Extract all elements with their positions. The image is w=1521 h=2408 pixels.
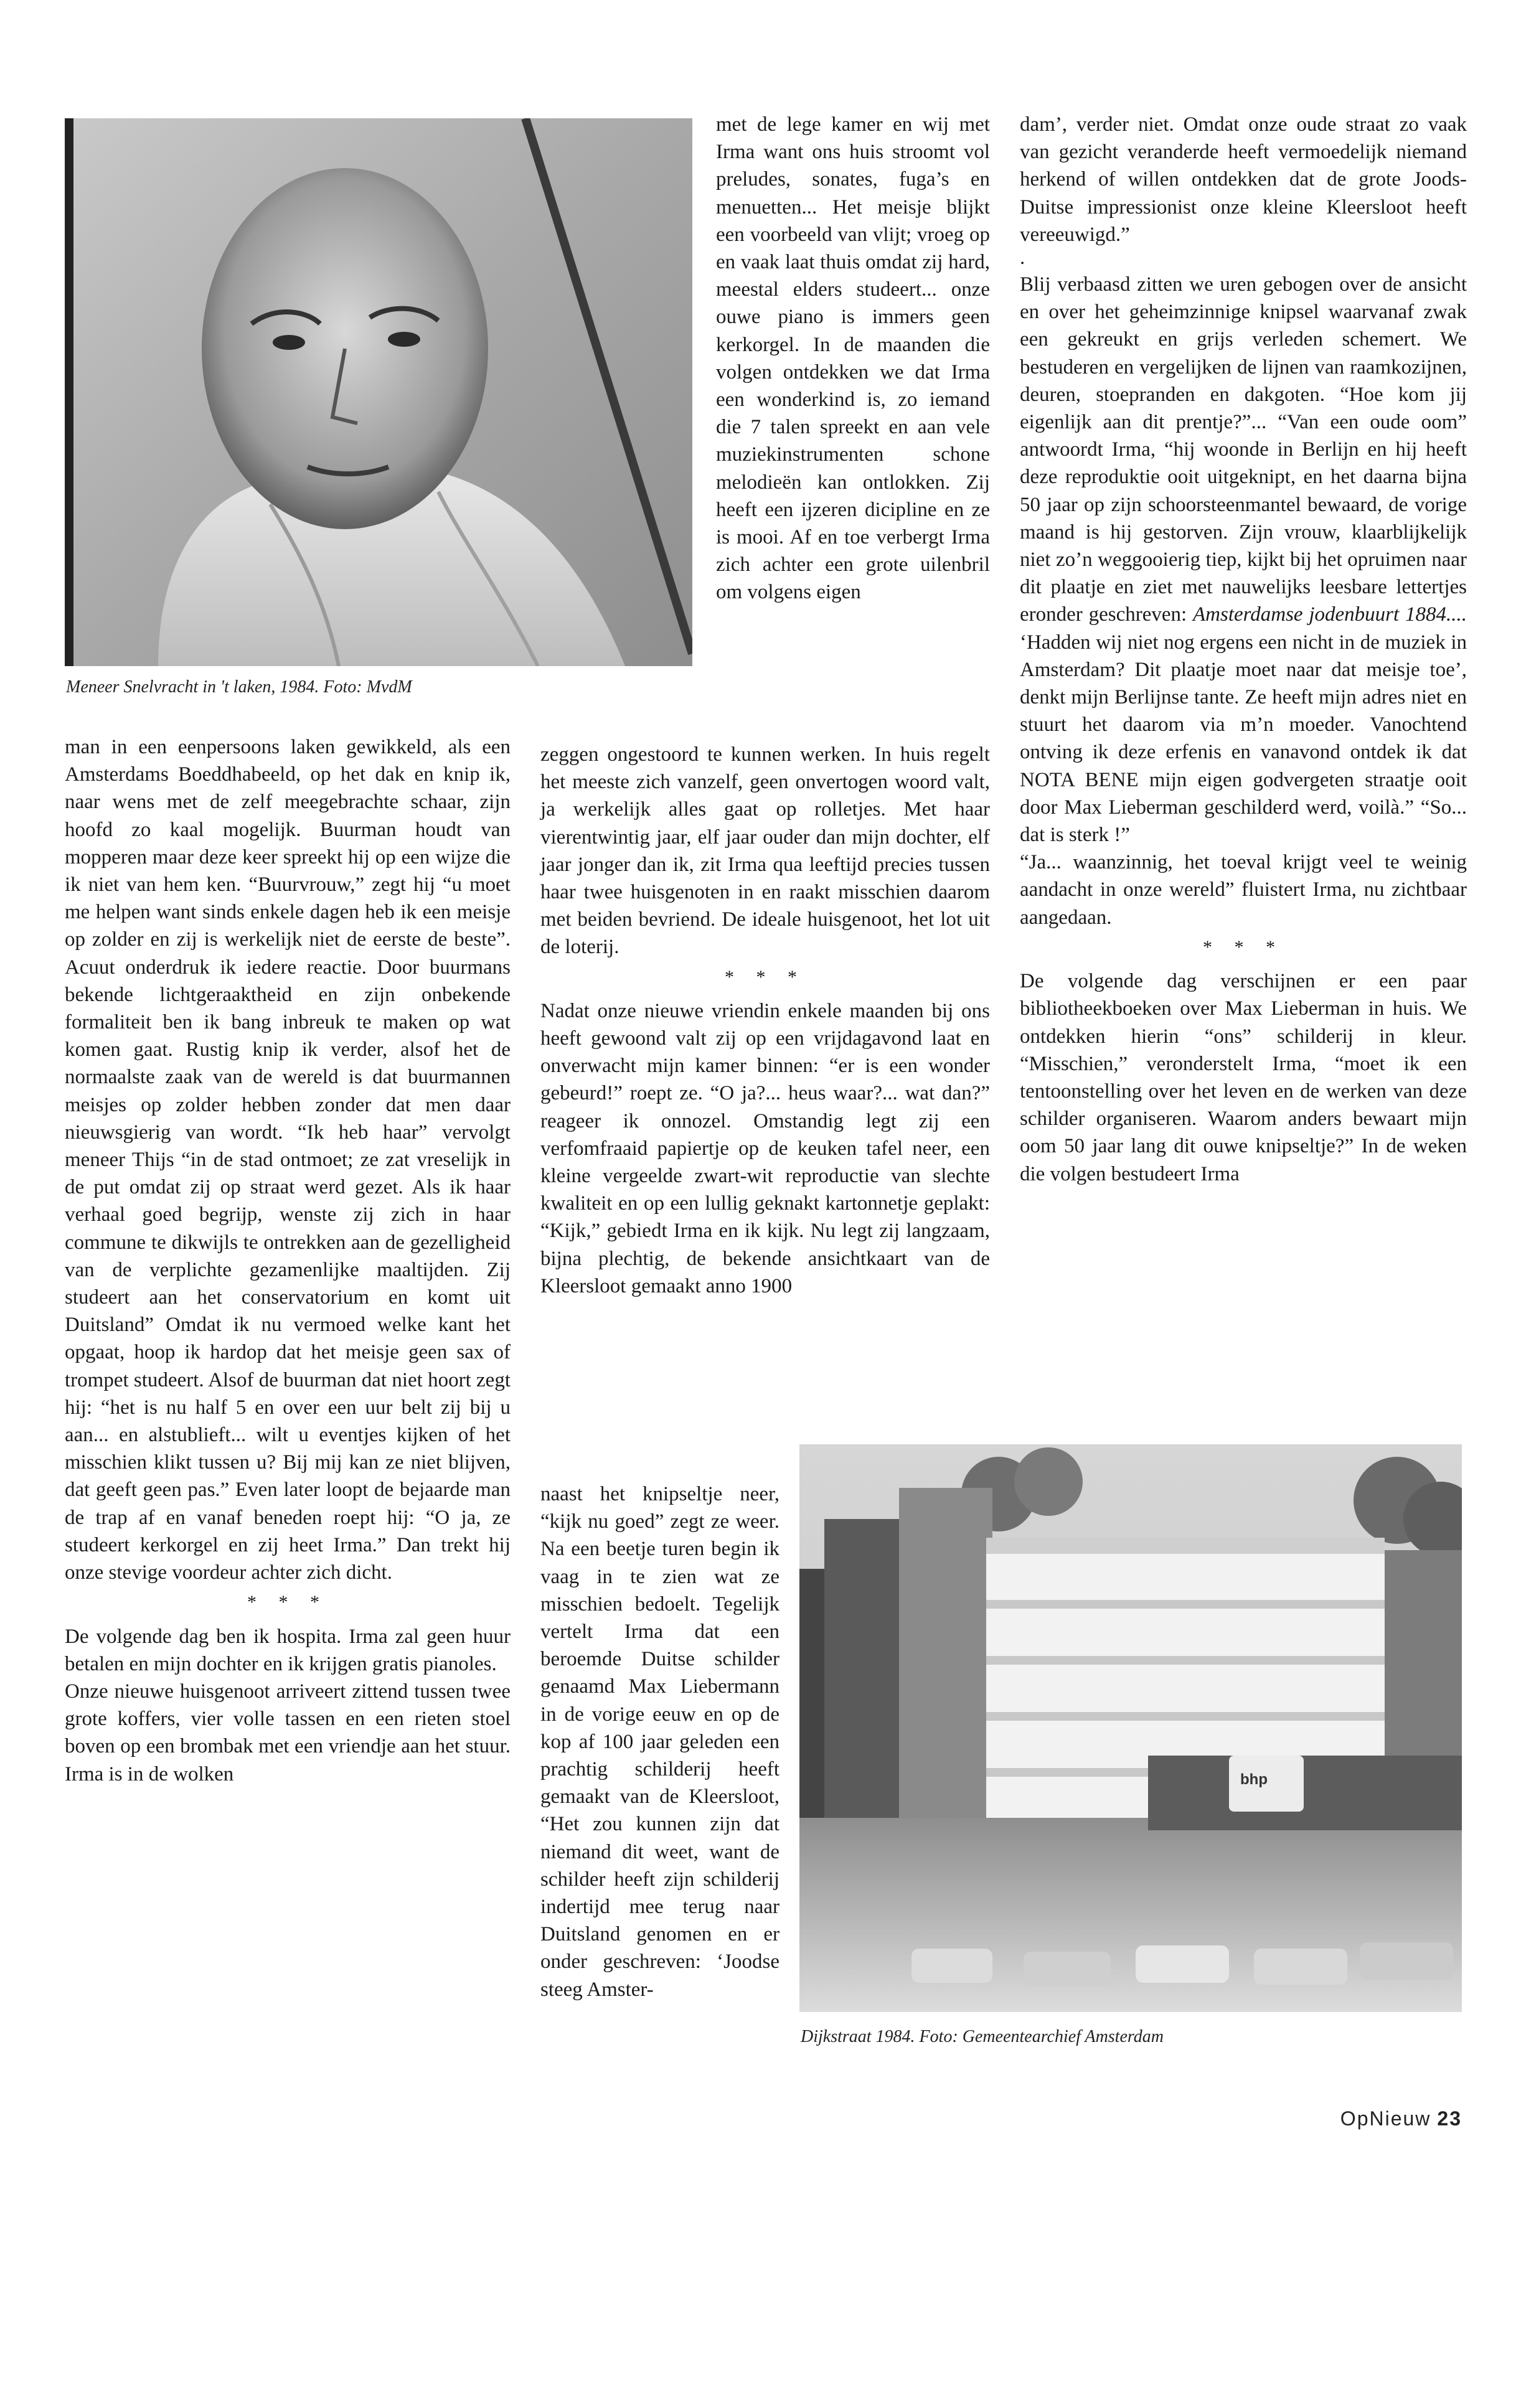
portrait-photo-image: [65, 118, 692, 666]
col3-dot: .: [1020, 247, 1025, 270]
col3-paragraph-2-a: Blij verbaasd zitten we uren gebogen over de ansicht en over het geheimzinnige knipsel waarvanaf zwak een gekreukt en grijs verleden schemert. We bestuderen en vergelijken de lijnen van raamkozijnen, deuren, stoepranden en dakgoten. “Hoe kom jij eigenlijk aan dit prentje?”... “Van een oude oom” antwoordt Irma, “hij woonde in Berlijn en hij heeft deze reproduktie ooit uitgeknipt, en het daarna bijna 50 jaar op zijn schoorsteenmantel bewaard, de vorige maand is hij gestorven. Zijn vrouw, klaarblijkelijk niet zo’n weggooierig tiep, kijkt bij het opruimen naar dit plaatje en ziet met nauwelijks leesbare lettertjes eronder geschreven:: [1020, 273, 1467, 626]
column-2-narrow: [716, 111, 990, 606]
col2-paragraph-1: met de lege kamer en wij met Irma want ons huis stroomt vol preludes, sonates, fuga’s en menuetten... Het meisje blijkt een voorbeeld van vlijt; vroeg op en vaak laat thuis omdat zij hard, meestal elders studeert... onze ouwe piano is immers geen kerkorgel. In de maanden die volgen ontdekken we dat Irma een wonderkind is, zo iemand die 7 talen spreekt en aan vele muziekinstrumenten schone melodieën kan ontlokken. Zij heeft een ijzeren dicipline en ze is mooi. Af en toe verbergt Irma zich achter een grote uilenbril om volgens eigen: [716, 113, 990, 604]
col2-paragraph-4: naast het knipseltje neer, “kijk nu goed” zegt ze weer. Na een beetje turen begin ik vaag in te zien wat ze misschien bedoelt. Tegelijk vertelt Irma dat een beroemde Duitse schilder genaamd Max Liebermann in de vorige eeuw en op de kop af 100 jaar geleden een prachtig schilderij heeft gemaakt van de Kleersloot, “Het zou kunnen zijn dat niemand dit weet, want de schilder heeft zijn schilderij indertijd mee terug naar Duitsland genomen en er onder geschreven: ‘Joodse steeg Amster-: [540, 1483, 779, 2001]
column-3: [1020, 111, 1467, 1188]
street-photo-scene: [799, 1444, 1462, 2012]
col1-paragraph-1: man in een eenpersoons laken gewikkeld, als een Amsterdams Boeddhabeeld, op het dak en knip ik, naar wens met de zelf meegebrachte schaar, zijn hoofd zo kaal mogelijk. Buurman houdt van mopperen maar deze keer spreekt hij op een wijze die ik niet van hem ken. “Buurvrouw,” zegt hij “u moet me helpen want sinds enkele dagen heb ik een meisje op zolder en zij is werkelijk niet de eerste de beste”. Acuut onderdruk ik iedere reactie. Door buurmans bekende lichtgeraaktheid en zijn onbekende formaliteit ben ik bang inbreuk te maken op wat komen gaat. Rustig knip ik verder, alsof het de normaalste zaak van de wereld is dat buurmannen meisjes op zolder hebben zonder dat men daar nieuwsgierig van wordt. “Ik heb haar” vervolgt meneer Thijs “in de stad ontmoet; ze zat vreselijk in de put omdat zij op straat werd gezet. Als ik haar verhaal goed begrijp, wenste zij zich in haar commune te dikwijls te ontrekken aan de gezelligheid van de verplichte gezamenlijke maaltijden. Zij studeert aan het conservatorium en komt uit Duitsland” Omdat ik nu vermoed welke kant het opgaat, hoop ik hardop dat het meisje geen sax of trompet studeert. Alsof de buurman dat niet hoort zegt hij: “het is nu half 5 en over een uur belt zij bij u aan... en alstublieft... wilt u eventjes kijken of het misschien klikt tussen u? Bij mij kan ze niet blijven, dat geeft geen pas.” Even later loopt de bejaarde man de trap af en vanaf beneden roept hij: “O ja, ze studeert kerkorgel en zij heet Irma.” Dan trekt hij onze stevige voordeur achter zich dicht.: [65, 736, 511, 1584]
column-1: [65, 733, 511, 1788]
section-divider-3: * * *: [1203, 936, 1284, 957]
col3-paragraph-2-b: ‘Hadden wij niet nog ergens een nicht in de muziek in Amsterdam? Dit plaatje moet naar dat meisje toe’, denkt mijn Berlijnse tante. Ze heeft mijn adres niet en stuurt het daarom via m’n moeder. Vanochtend ontving ik deze erfenis en vanavond ontdek ik dat NOTA BENE mijn eigen godvergeten straatje ooit door Max Lieberman geschilderd werd, voilà.” “So... dat is sterk !”: [1020, 631, 1467, 847]
col2-paragraph-3: Nadat onze nieuwe vriendin enkele maanden bij ons heeft gewoond valt zij op een vrijdagavond laat en onverwacht mijn kamer binnen: “er is een wonder gebeurd!” roept ze. “O ja?... heus waar?... wat dan?” reageer ik onnozel. Omstandig legt zij een verfomfraaid papiertje op de keuken tafel neer, een kleine vergeelde zwart-wit reproductie van slechte kwaliteit en op een lullig geknakt kartonnetje geplakt: “Kijk,” gebiedt Irma en ik kijk. Nu legt zij langzaam, bijna plechtig, de bekende ansichtkaart van de Kleersloot gemaakt anno 1900: [540, 999, 990, 1297]
col1-paragraph-3: Onze nieuwe huisgenoot arriveert zittend tussen twee grote koffers, vier volle tassen en een rieten stoel boven op een brombak met een vriendje aan het stuur. Irma is in de wolken: [65, 1680, 511, 1785]
portrait-caption: Meneer Snelvracht in 't laken, 1984. Foto: MvdM: [66, 677, 412, 697]
section-divider-2: * * *: [725, 966, 806, 987]
page-number: 23: [1437, 2107, 1462, 2130]
col3-paragraph-2: [1020, 271, 1467, 849]
col3-paragraph-4: De volgende dag verschijnen er een paar bibliotheekboeken over Max Lieberman in huis. We ontdekken hierin “ons” schilderij in kleur. “Misschien,” veronderstelt Irma, “moet ik een tentoonstelling over het leven en de werken van deze schilder organiseren. Waarom anders bewaart mijn oom 50 jaar lang dit ouwe knipseltje?” In de weken die volgen bestudeert Irma: [1020, 970, 1467, 1185]
col3-paragraph-3: “Ja... waanzinnig, het toeval krijgt veel te weinig aandacht in onze wereld” fluistert Irma, nu zichtbaar aangedaan.: [1020, 851, 1467, 929]
section-divider-1: * * *: [247, 1592, 328, 1613]
portrait-photo: [65, 118, 692, 666]
col2-paragraph-2: zeggen ongestoord te kunnen werken. In huis regelt het meeste zich vanzelf, geen onvertogen woord valt, ja werkelijk alles gaat op rolletjes. Met haar vierentwintig jaar, elf jaar ouder dan mijn dochter, elf jaar jonger dan ik, zit Irma qua leeftijd precies tussen haar twee huisgenoten in en raakt misschien daarom met beiden bevriend. De ideale huisgenoot, het lot uit de loterij.: [540, 743, 990, 959]
magazine-name: OpNieuw: [1340, 2107, 1431, 2130]
col1-paragraph-2: De volgende dag ben ik hospita. Irma zal geen huur betalen en mijn dochter en ik krijgen gratis pianoles.: [65, 1625, 511, 1675]
dijkstraat-street-photo-visible: [799, 1444, 1462, 2012]
street-caption: Dijkstraat 1984. Foto: Gemeentearchief Amsterdam: [801, 2027, 1164, 2046]
page-footer: [1340, 2107, 1462, 2130]
column-2-narrow-bottom: [540, 1480, 779, 2003]
van-text: bhp: [1240, 1771, 1268, 1788]
column-2-wide: [540, 741, 990, 1300]
col3-italic-title: Amsterdamse jodenbuurt 1884....: [1192, 603, 1467, 626]
col3-paragraph-1: dam’, verder niet. Omdat onze oude straat zo vaak van gezicht veranderde heeft vermoedelijk niemand herkend of willen ontdekken dat de grote Joods-Duitse impressionist onze kleine Kleersloot heeft vereeuwigd.”: [1020, 113, 1467, 246]
